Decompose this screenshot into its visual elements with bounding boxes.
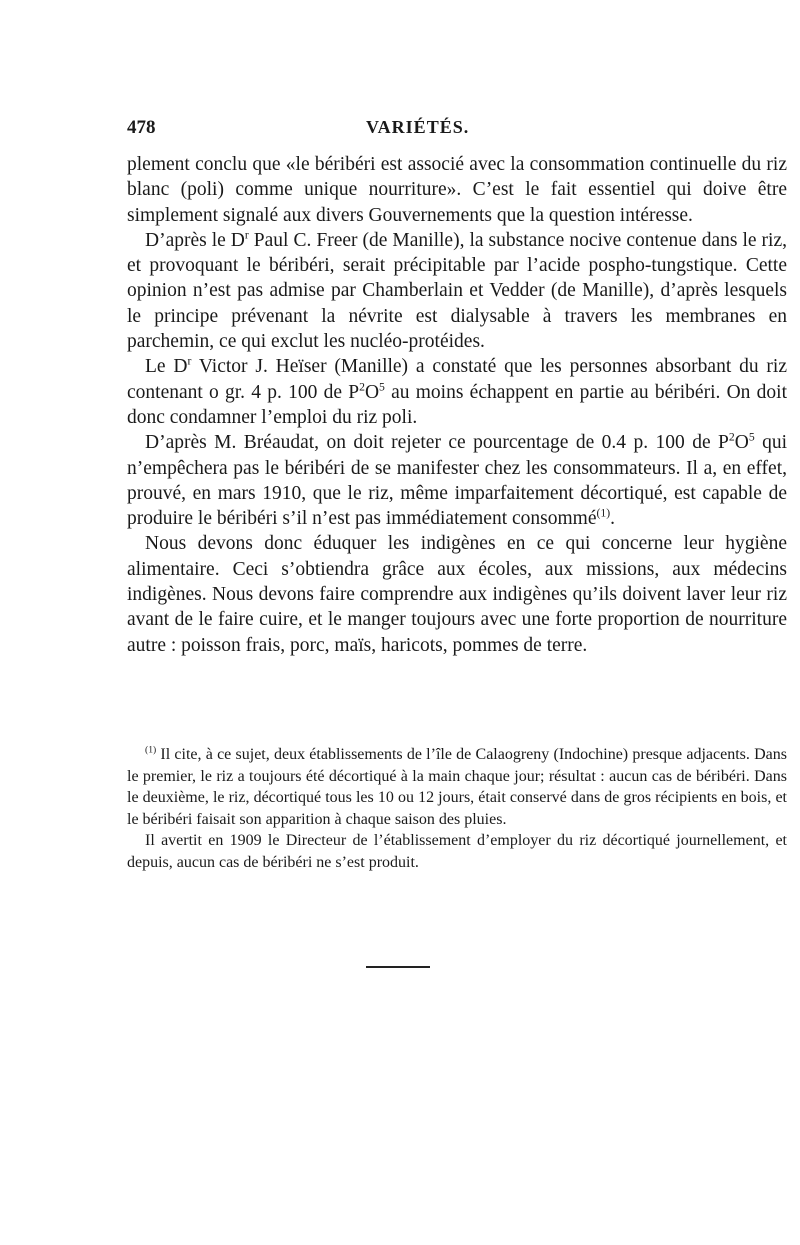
paragraph-5 [127,531,787,657]
superscript: 2 [359,380,365,394]
footnote-reference: (1) [596,506,611,520]
section-end-rule [366,966,430,968]
paragraph-1-text: plement conclu que «le béribéri est associé avec la consommation continuelle du riz blanc (poli) comme unique nourriture». C’est le fait essentiel qui doive être simplement signalé aux divers Gouvernements que la question intéresse. [127,154,787,226]
paragraph-4-text-end: . [610,508,616,530]
chemical-o: O [364,381,380,403]
footnotes [127,744,787,874]
paragraph-3-text-end: au moins échappent en partie au béribéri. On doit donc condamner l’emploi du riz poli. [127,381,787,428]
footnote-1-text: Il cite, à ce sujet, deux établissements de l’île de Calaogreny (Indochine) presque adjacents. Dans le premier, le riz a toujours été décortiqué à la main chaque jour; résultat : aucun cas de béribéri. Dans le deuxième, le riz, décortiqué tous les 10 ou 12 jours, était conservé dans de gros récipients en bois, et le béribéri faisait son apparition à chaque saison des pluies. [127,746,787,828]
superscript: 5 [748,430,755,444]
superscript: 2 [728,430,735,444]
chemical-o: O [734,432,749,454]
paragraph-2 [127,228,787,354]
paragraph-4-text-cont: qui n’empêchera pas le béribéri de se manifester chez les consommateurs. Il a, en effet, prouvé, en mars 1910, que le riz, même imparfaitement décortiqué, est capable de produire le béribéri s’il n’est pas immédiatement consommé [127,432,788,530]
paragraph-5-text: Nous devons donc éduquer les indigènes en ce qui concerne leur hygiène alimentaire. Ceci s’obtiendra grâce aux écoles, aux missions, aux médecins indigènes. Nous devons faire comprendre aux indigènes qu’ils doivent laver leur riz avant de le faire cuire, et le manger toujours avec une forte proportion de nourriture autre : poisson frais, porc, maïs, haricots, pommes de terre. [127,533,787,656]
footnote-2-text: Il avertit en 1909 le Directeur de l’établissement d’employer du riz décortiqué journellement, et depuis, aucun cas de béribéri ne s’est produit. [127,832,787,871]
main-text [127,152,787,658]
superscript: r [244,228,249,242]
paragraph-2-text-cont: Paul C. Freer (de Manille), la substance nocive contenue dans le riz, et provoquant le béribéri, serait précipitable par l’acide pospho-tungstique. Cette opinion n’est pas admise par Chamberlain et Vedder (de Manille), d’après lesquels le principe prévenant la névrite est dialysable à travers les membranes en parchemin, ce qui exclut les nucléo-protéides. [127,229,787,353]
paragraph-3-text: Le D [145,356,188,378]
superscript: 5 [379,380,385,394]
section-title: VARIÉTÉS. [366,117,470,137]
footnote-marker: (1) [145,744,157,756]
footnote-2 [127,830,787,873]
paragraph-4 [127,430,787,531]
paragraph-3 [127,354,787,430]
paragraph-3-text-cont: Victor J. Heïser (Manille) a constaté que les personnes absorbant du riz contenant o gr. 4 p. 100 de P [127,356,787,403]
running-head [127,117,787,143]
footnote-1 [127,744,787,830]
page-number: 478 [127,117,156,138]
paragraph-1 [127,152,787,228]
paragraph-2-text: D’après le D [145,229,245,251]
superscript: r [187,354,192,368]
paragraph-4-text: D’après M. Bréaudat, on doit rejeter ce pourcentage de 0.4 p. 100 de P [145,432,729,454]
